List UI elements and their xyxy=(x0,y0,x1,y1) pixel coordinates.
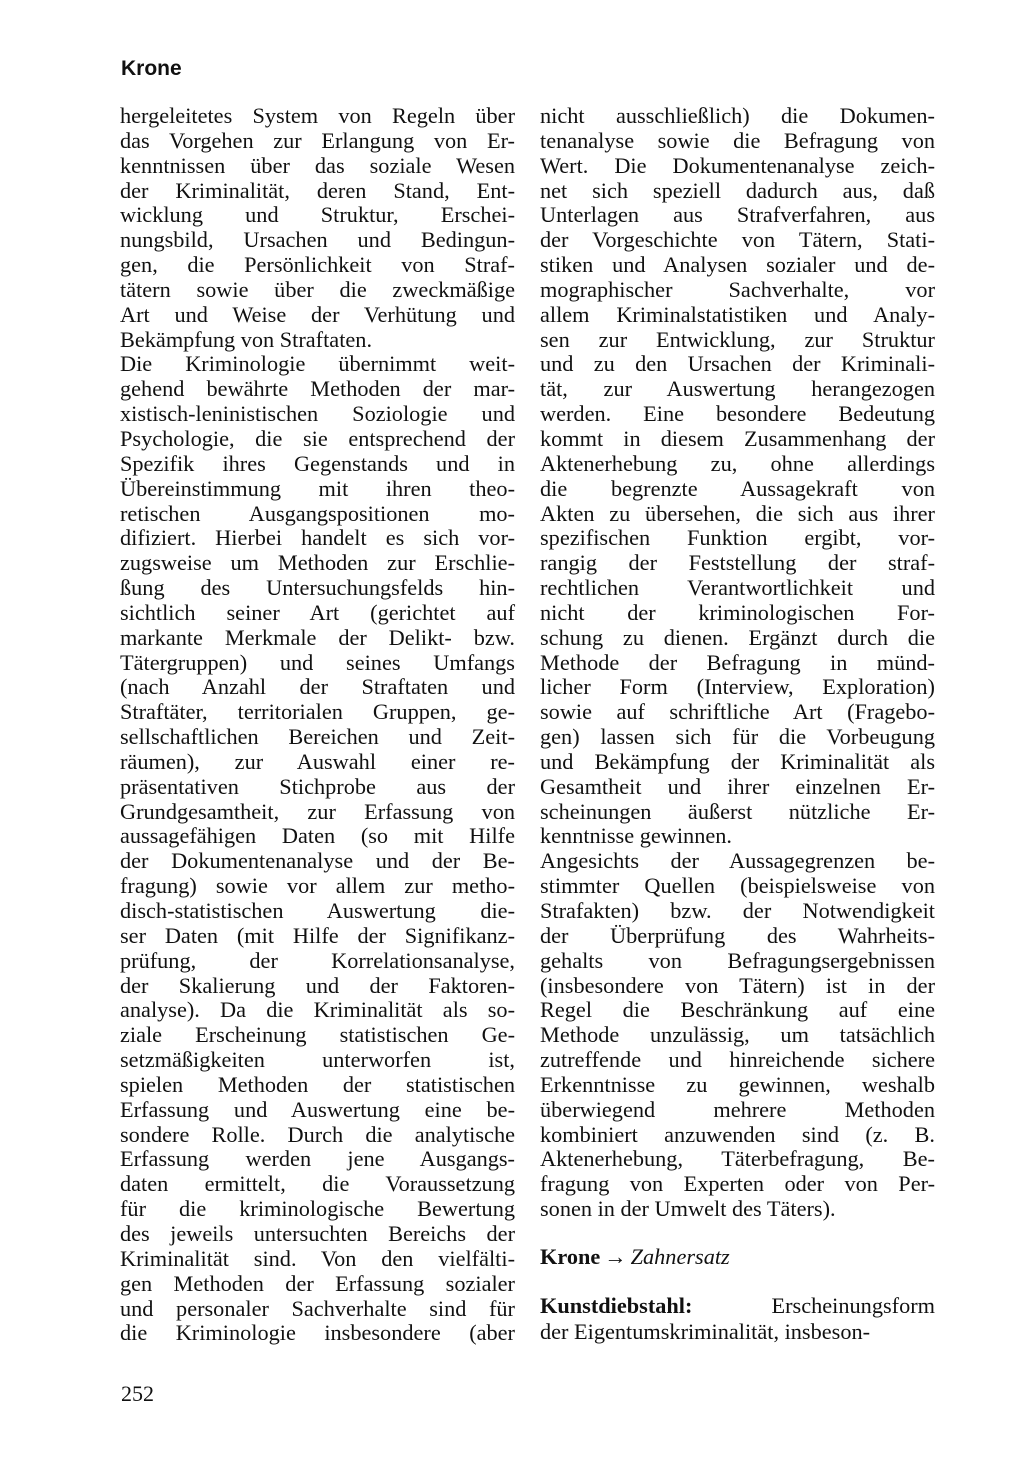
text-line: sen zur Entwicklung, zur Struktur xyxy=(540,326,935,352)
text-line: Bekämpfung von Straftaten. xyxy=(120,326,373,352)
page-number: 252 xyxy=(121,1381,154,1406)
text-line: tät, zur Auswertung herangezogen xyxy=(540,376,935,402)
text-line: das Vorgehen zur Erlangung von Er- xyxy=(120,127,515,153)
text-line: mographischer Sachverhalte, vor xyxy=(540,276,935,302)
text-line: der Kriminalität, deren Stand, Ent- xyxy=(120,177,515,203)
entry-krone-reference: Zahnersatz xyxy=(630,1243,730,1269)
text-line: ziale Erscheinung statistischen Ge- xyxy=(120,1022,515,1048)
text-line: Gesamtheit und ihrer einzelnen Er- xyxy=(540,773,935,799)
text-line: Erkenntnisse zu gewinnen, weshalb xyxy=(540,1071,935,1097)
text-line: disch-statistischen Auswertung die- xyxy=(120,898,515,923)
text-line: Tätergruppen) und seines Umfangs xyxy=(120,649,515,675)
text-line: räumen), zur Auswahl einer re- xyxy=(120,748,515,774)
text-line: Art und Weise der Verhütung und xyxy=(120,301,515,327)
text-line: kommt in diesem Zusammenhang der xyxy=(540,425,935,451)
text-line: net sich speziell dadurch aus, daß xyxy=(540,177,935,203)
text-line: scheinungen äußerst nützliche Er- xyxy=(540,798,935,824)
text-line: fragung von Experten oder von Per- xyxy=(540,1171,935,1197)
text-line: (nach Anzahl der Straftaten und xyxy=(120,674,515,700)
right-column-body xyxy=(540,104,935,1222)
text-line: für die kriminologische Bewertung xyxy=(120,1196,515,1222)
entry-krone xyxy=(540,1245,935,1271)
entry-kunstdiebstahl-line-1 xyxy=(540,1294,935,1320)
text-line: fragung) sowie vor allem zur metho- xyxy=(120,873,515,899)
text-line: Regel die Beschränkung auf eine xyxy=(540,997,935,1023)
text-line: die Kriminologie insbesondere (aber xyxy=(120,1320,515,1346)
text-line: kombiniert anzuwenden sind (z. B. xyxy=(540,1121,935,1147)
text-line: licher Form (Interview, Exploration) xyxy=(540,674,935,700)
text-line: und Bekämpfung der Kriminalität als xyxy=(540,748,935,774)
text-line: spielen Methoden der statistischen xyxy=(120,1071,515,1097)
text-line: aussagefähigen Daten (so mit Hilfe xyxy=(120,823,515,849)
text-line: wicklung und Struktur, Erschei- xyxy=(120,202,515,228)
right-column xyxy=(540,104,935,1346)
text-line: rechtlichen Verantwortlichkeit und xyxy=(540,575,935,601)
text-line: kenntnissen über das soziale Wesen xyxy=(120,152,515,178)
text-line: präsentativen Stichprobe aus der xyxy=(120,773,515,799)
text-line: Wert. Die Dokumentenanalyse zeich- xyxy=(540,152,935,178)
text-line: Methode der Befragung in münd- xyxy=(540,649,935,675)
text-line: überwiegend mehrere Methoden xyxy=(540,1096,935,1122)
text-line: daten ermittelt, die Voraussetzung xyxy=(120,1171,515,1197)
text-line: gen) lassen sich für die Vorbeugung xyxy=(540,724,935,750)
text-line: Methode unzulässig, um tatsächlich xyxy=(540,1022,935,1048)
entry-krone-term: Krone xyxy=(540,1243,601,1269)
text-line: spezifischen Funktion ergibt, vor- xyxy=(540,525,935,551)
text-line: Spezifik ihres Gegenstands und in xyxy=(120,450,515,476)
text-line: nungsbild, Ursachen und Bedingun- xyxy=(120,227,515,253)
text-line: Übereinstimmung mit ihren theo- xyxy=(120,475,515,501)
text-line: Akten zu übersehen, die sich aus ihrer xyxy=(540,500,935,526)
text-line: (insbesondere von Tätern) ist in der xyxy=(540,972,935,998)
text-line: tätern sowie über die zweckmäßige xyxy=(120,276,515,302)
entry-kunstdiebstahl-term: Kunstdiebstahl: xyxy=(540,1292,693,1318)
text-line: des jeweils untersuchten Bereichs der xyxy=(120,1220,515,1246)
text-line: gen, die Persönlichkeit von Straf- xyxy=(120,252,515,278)
text-line: und zu den Ursachen der Kriminali- xyxy=(540,351,935,377)
text-line: Die Kriminologie übernimmt weit- xyxy=(120,351,515,377)
text-line: hergeleitetes System von Regeln über xyxy=(120,103,515,128)
text-line: tenanalyse sowie die Befragung von xyxy=(540,127,935,153)
entry-kunstdiebstahl-line-2: der Eigentumskriminalität, insbeson- xyxy=(540,1318,871,1344)
text-line: Psychologie, die sie entsprechend der xyxy=(120,425,515,451)
text-line: Aktenerhebung zu, ohne allerdings xyxy=(540,450,935,476)
text-line: sonen in der Umwelt des Täters). xyxy=(540,1196,836,1222)
text-line: sondere Rolle. Durch die analytische xyxy=(120,1121,515,1147)
text-line: zutreffende und hinreichende sichere xyxy=(540,1047,935,1073)
text-line: werden. Eine besondere Bedeutung xyxy=(540,401,935,427)
running-head: Krone xyxy=(121,57,182,80)
text-line: der Vorgeschichte von Tätern, Stati- xyxy=(540,227,935,253)
text-line: analyse). Da die Kriminalität als so- xyxy=(120,997,515,1023)
text-line: Angesichts der Aussagegrenzen be- xyxy=(540,848,935,874)
text-line: stiken und Analysen sozialer und de- xyxy=(540,252,935,278)
text-line: setzmäßigkeiten unterworfen ist, xyxy=(120,1047,515,1073)
text-line: ser Daten (mit Hilfe der Signifikanz- xyxy=(120,922,515,948)
text-line: Aktenerhebung, Täterbefragung, Be- xyxy=(540,1146,935,1172)
text-line: rangig der Feststellung der straf- xyxy=(540,550,935,576)
text-line: xistisch-leninistischen Soziologie und xyxy=(120,401,515,427)
entry-spacer xyxy=(540,1271,935,1294)
text-line: sichtlich seiner Art (gerichtet auf xyxy=(120,599,515,625)
cross-reference-arrow: → xyxy=(604,1243,627,1269)
entry-kunstdiebstahl-text-1: Erscheinungsform xyxy=(771,1292,935,1318)
text-line: retischen Ausgangspositionen mo- xyxy=(120,500,515,526)
text-line: kenntnisse gewinnen. xyxy=(540,823,732,849)
text-line: und personaler Sachverhalte sind für xyxy=(120,1295,515,1321)
text-line: Erfassung werden jene Ausgangs- xyxy=(120,1146,515,1172)
text-line: der Überprüfung des Wahrheits- xyxy=(540,922,935,948)
text-line: die begrenzte Aussagekraft von xyxy=(540,475,935,501)
text-line: ßung des Untersuchungsfelds hin- xyxy=(120,575,515,601)
text-line: gen Methoden der Erfassung sozialer xyxy=(120,1270,515,1296)
text-line: Strafakten) bzw. der Notwendigkeit xyxy=(540,898,935,923)
text-line: Straftäter, territorialen Gruppen, ge- xyxy=(120,699,515,725)
text-line: sellschaftlichen Bereichen und Zeit- xyxy=(120,724,515,750)
text-line: der Skalierung und der Faktoren- xyxy=(120,972,515,998)
text-line: difiziert. Hierbei handelt es sich vor- xyxy=(120,525,515,551)
text-line: Grundgesamtheit, zur Erfassung von xyxy=(120,798,515,824)
text-line: prüfung, der Korrelationsanalyse, xyxy=(120,947,515,973)
text-line: Erfassung und Auswertung eine be- xyxy=(120,1096,515,1122)
text-line: gehalts von Befragungsergebnissen xyxy=(540,947,935,973)
text-line: schung zu dienen. Ergänzt durch die xyxy=(540,624,935,650)
text-line: Kriminalität sind. Von den vielfälti- xyxy=(120,1245,515,1271)
text-line: nicht ausschließlich) die Dokumen- xyxy=(540,103,935,128)
text-line: der Dokumentenanalyse und der Be- xyxy=(120,848,515,874)
text-line: zugsweise um Methoden zur Erschlie- xyxy=(120,550,515,576)
text-line: sowie auf schriftliche Art (Fragebo- xyxy=(540,699,935,725)
entry-spacer xyxy=(540,1222,935,1245)
text-line: gehend bewährte Methoden der mar- xyxy=(120,376,515,402)
text-line: stimmter Quellen (beispielsweise von xyxy=(540,873,935,899)
text-line: allem Kriminalstatistiken und Analy- xyxy=(540,301,935,327)
text-line: Unterlagen aus Strafverfahren, aus xyxy=(540,202,935,228)
text-line: markante Merkmale der Delikt- bzw. xyxy=(120,624,515,650)
text-line: nicht der kriminologischen For- xyxy=(540,599,935,625)
left-column xyxy=(120,104,515,1346)
